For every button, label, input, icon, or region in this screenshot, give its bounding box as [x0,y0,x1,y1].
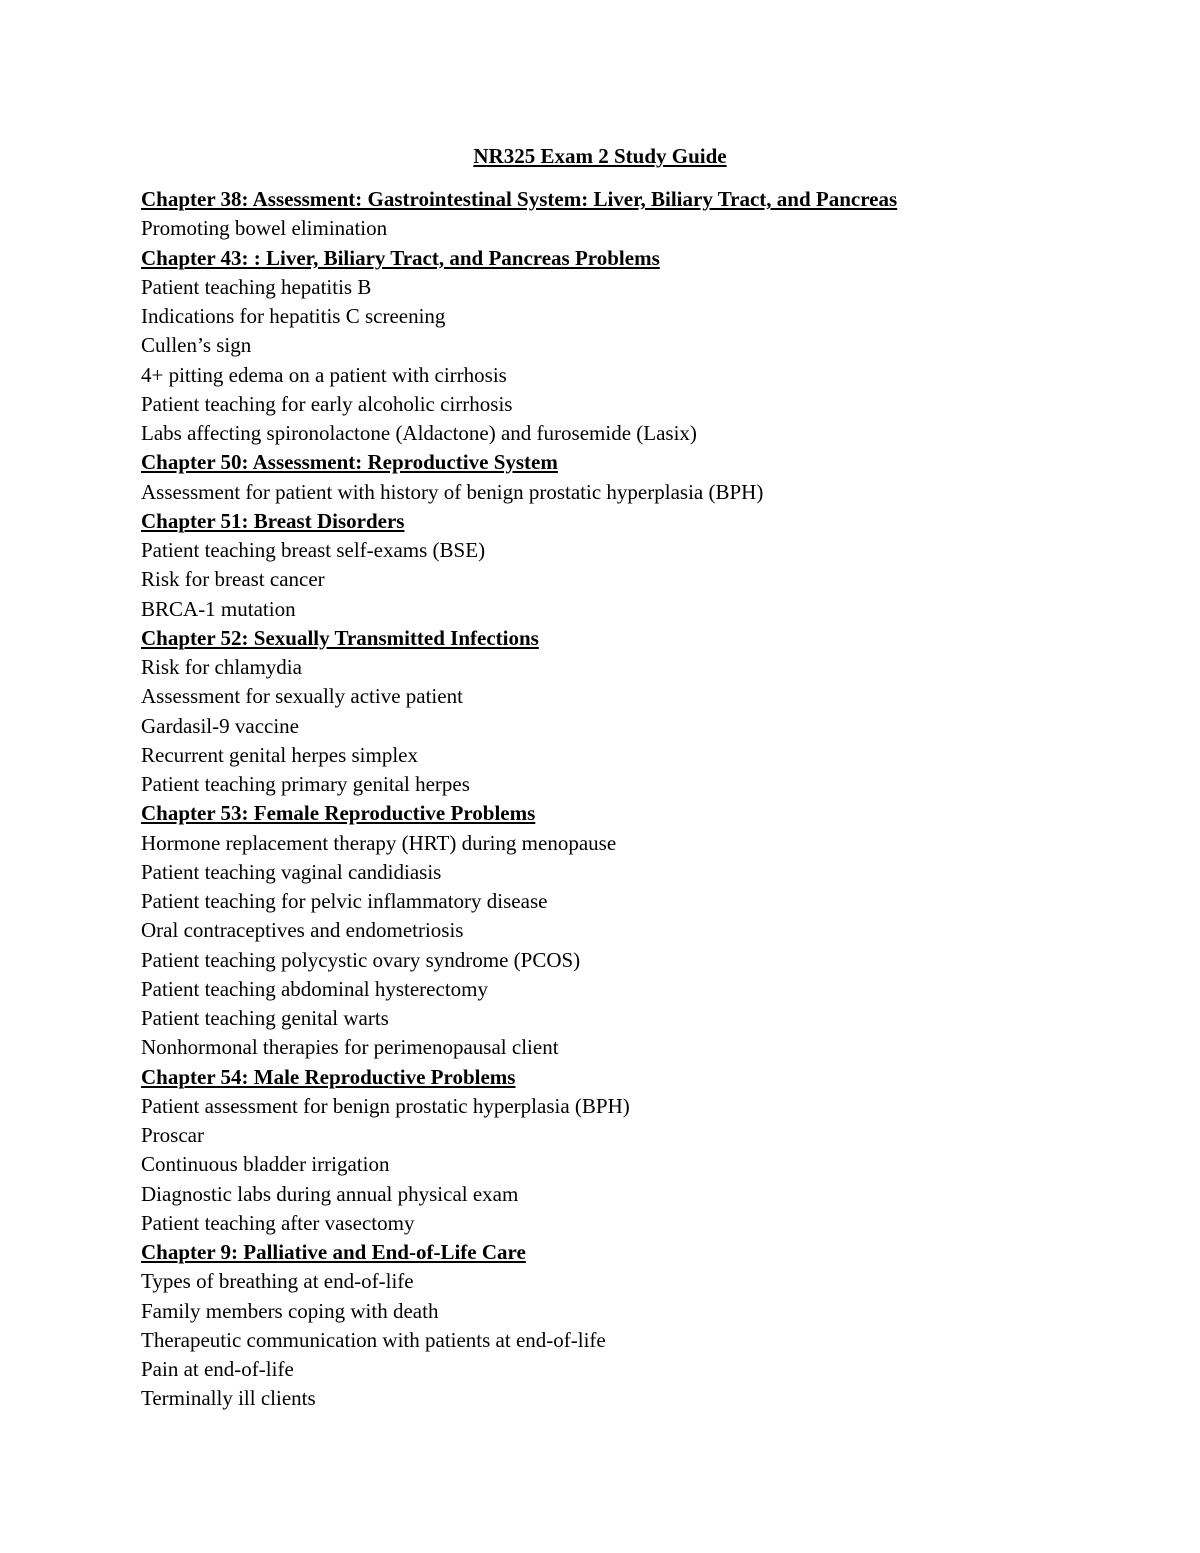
study-topic: Therapeutic communication with patients at end-of-life [141,1327,606,1352]
study-topic: Indications for hepatitis C screening [141,304,446,328]
chapter-heading: Chapter 43: : Liver, Biliary Tract, and Pancreas Problems [141,245,660,270]
study-topic: Proscar [141,1123,204,1147]
study-topic: Patient teaching primary genital herpes [141,772,470,796]
study-topic: Promoting bowel elimination [141,216,388,241]
study-topic: Patient teaching polycystic ovary syndrome (PCOS) [141,947,581,972]
study-guide-content [141,185,1141,1414]
study-topic: Patient teaching abdominal hysterectomy [141,976,488,1001]
chapter-heading: Chapter 52: Sexually Transmitted Infections [141,625,539,650]
study-topic: Risk for chlamydia [141,655,302,679]
study-topic: Continuous bladder irrigation [141,1152,390,1177]
chapter-heading: Chapter 54: Male Reproductive Problems [141,1064,516,1089]
study-topic: Patient teaching hepatitis B [141,274,372,299]
study-topic: Nonhormonal therapies for perimenopausal client [141,1035,559,1060]
study-topic: Patient teaching for early alcoholic cirrhosis [141,391,513,416]
study-topic: Risk for breast cancer [141,567,325,592]
chapter-heading: Chapter 9: Palliative and End-of-Life Care [141,1240,526,1264]
study-topic: 4+ pitting edema on a patient with cirrhosis [141,362,507,387]
study-topic: Pain at end-of-life [141,1357,294,1381]
study-topic: Assessment for patient with history of benign prostatic hyperplasia (BPH) [141,479,764,504]
study-topic: Patient assessment for benign prostatic hyperplasia (BPH) [141,1093,630,1118]
chapter-heading: Chapter 53: Female Reproductive Problems [141,801,536,826]
study-topic: Types of breathing at end-of-life [141,1269,414,1294]
chapter-heading: Chapter 38: Assessment: Gastrointestinal System: Liver, Biliary Tract, and Pancreas [141,187,898,211]
study-topic: Recurrent genital herpes simplex [141,742,418,767]
study-topic: Patient teaching for pelvic inflammatory disease [141,889,548,913]
document-title: NR325 Exam 2 Study Guide [473,144,727,168]
study-topic: Family members coping with death [141,1298,439,1323]
study-topic: Hormone replacement therapy (HRT) during menopause [141,830,617,855]
study-topic: Gardasil-9 vaccine [141,713,300,738]
study-topic: Patient teaching vaginal candidiasis [141,859,442,884]
study-topic: Assessment for sexually active patient [141,684,463,709]
study-topic: Patient teaching breast self-exams (BSE) [141,538,486,562]
study-topic: Patient teaching after vasectomy [141,1210,415,1235]
chapter-heading: Chapter 51: Breast Disorders [141,508,405,533]
study-topic: BRCA-1 mutation [141,596,296,621]
study-topic: Diagnostic labs during annual physical exam [141,1181,519,1206]
chapter-heading: Chapter 50: Assessment: Reproductive System [141,450,558,475]
study-topic: Cullen’s sign [141,333,252,358]
study-topic: Labs affecting spironolactone (Aldactone) and furosemide (Lasix) [141,421,697,445]
study-topic: Terminally ill clients [141,1386,316,1411]
study-topic: Patient teaching genital warts [141,1006,389,1030]
study-topic: Oral contraceptives and endometriosis [141,918,464,943]
